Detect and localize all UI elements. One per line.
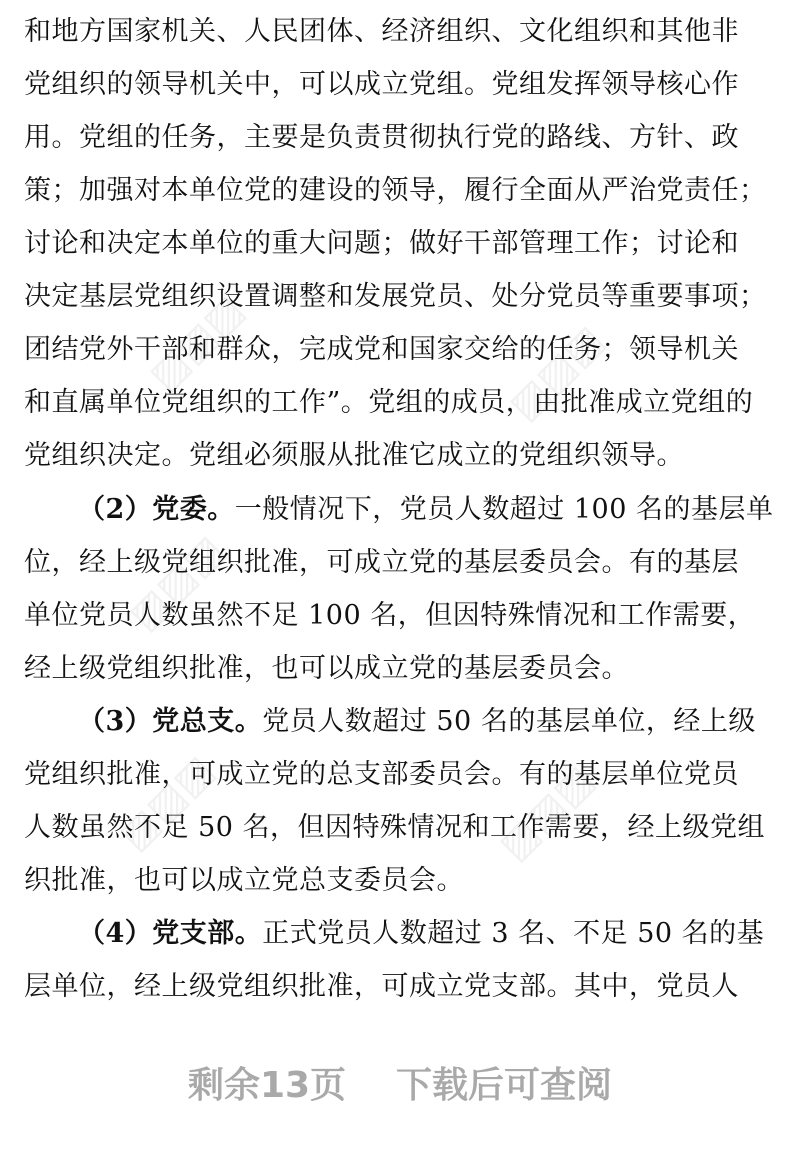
paragraph-line: 和直属单位党组织的工作”。党组的成员，由批准成立党组的 (24, 387, 754, 418)
watermark-logo: ▨▨▨ (120, 526, 234, 640)
download-prompt[interactable] (0, 1056, 800, 1116)
paragraph-line: 人数虽然不足 50 名，但因特殊情况和工作需要，经上级党组 (24, 812, 766, 843)
paragraph-line: 团结党外干部和群众，完成党和国家交给的任务；领导机关 (24, 334, 739, 365)
paragraph-line: 层单位，经上级党组织批准，可成立党支部。其中，党员人 (24, 971, 739, 1002)
watermark-logo: ▨▨▨ (490, 756, 604, 870)
paragraph-line: 和地方国家机关、人民团体、经济组织、文化组织和其他非 (24, 16, 739, 47)
section-heading: （4）党支部。 (78, 918, 263, 949)
section-text: 党员人数超过 50 名的基层单位，经上级 (262, 706, 756, 737)
section-line-party-committee (78, 488, 776, 532)
section-text: 正式党员人数超过 3 名、不足 50 名的基 (262, 918, 765, 949)
paragraph-line: 党组织批准，可成立党的总支部委员会。有的基层单位党员 (24, 759, 739, 790)
paragraph-line: 决定基层党组织设置调整和发展党员、处分党员等重要事项； (24, 281, 767, 312)
watermark-logo: ▨▨▨ (110, 746, 224, 860)
watermark-logo: ▨▨▨ (500, 316, 614, 430)
paragraph-line: 单位党员人数虽然不足 100 名，但因特殊情况和工作需要， (24, 600, 756, 631)
section-heading: （2）党委。 (78, 494, 235, 525)
paragraph-line: 党组织决定。党组必须服从批准它成立的党组织领导。 (24, 440, 684, 471)
section-text: 一般情况下，党员人数超过 100 名的基层单 (234, 494, 774, 525)
paragraph-line: 织批准，也可以成立党总支委员会。 (24, 865, 464, 896)
paragraph-line: 经上级党组织批准，也可以成立党的基层委员会。 (24, 653, 629, 684)
section-line-party-branch (78, 912, 776, 956)
section-heading: （3）党总支。 (78, 706, 263, 737)
paragraph-line: 用。党组的任务，主要是负责贯彻执行党的路线、方针、政 (24, 122, 739, 153)
remaining-pages-label: 剩余13页 (187, 1065, 347, 1106)
section-line-general-branch (78, 700, 776, 744)
watermark-logo: ▨▨▨ (140, 286, 254, 400)
paragraph-line: 位，经上级党组织批准，可成立党的基层委员会。有的基层 (24, 547, 739, 578)
download-to-view-label[interactable]: 下载后可查阅 (396, 1065, 613, 1106)
paragraph-line: 策；加强对本单位党的建设的领导，履行全面从严治党责任； (24, 175, 767, 206)
paragraph-line: 党组织的领导机关中，可以成立党组。党组发挥领导核心作 (24, 69, 739, 100)
paragraph-line: 讨论和决定本单位的重大问题；做好干部管理工作；讨论和 (24, 228, 739, 259)
